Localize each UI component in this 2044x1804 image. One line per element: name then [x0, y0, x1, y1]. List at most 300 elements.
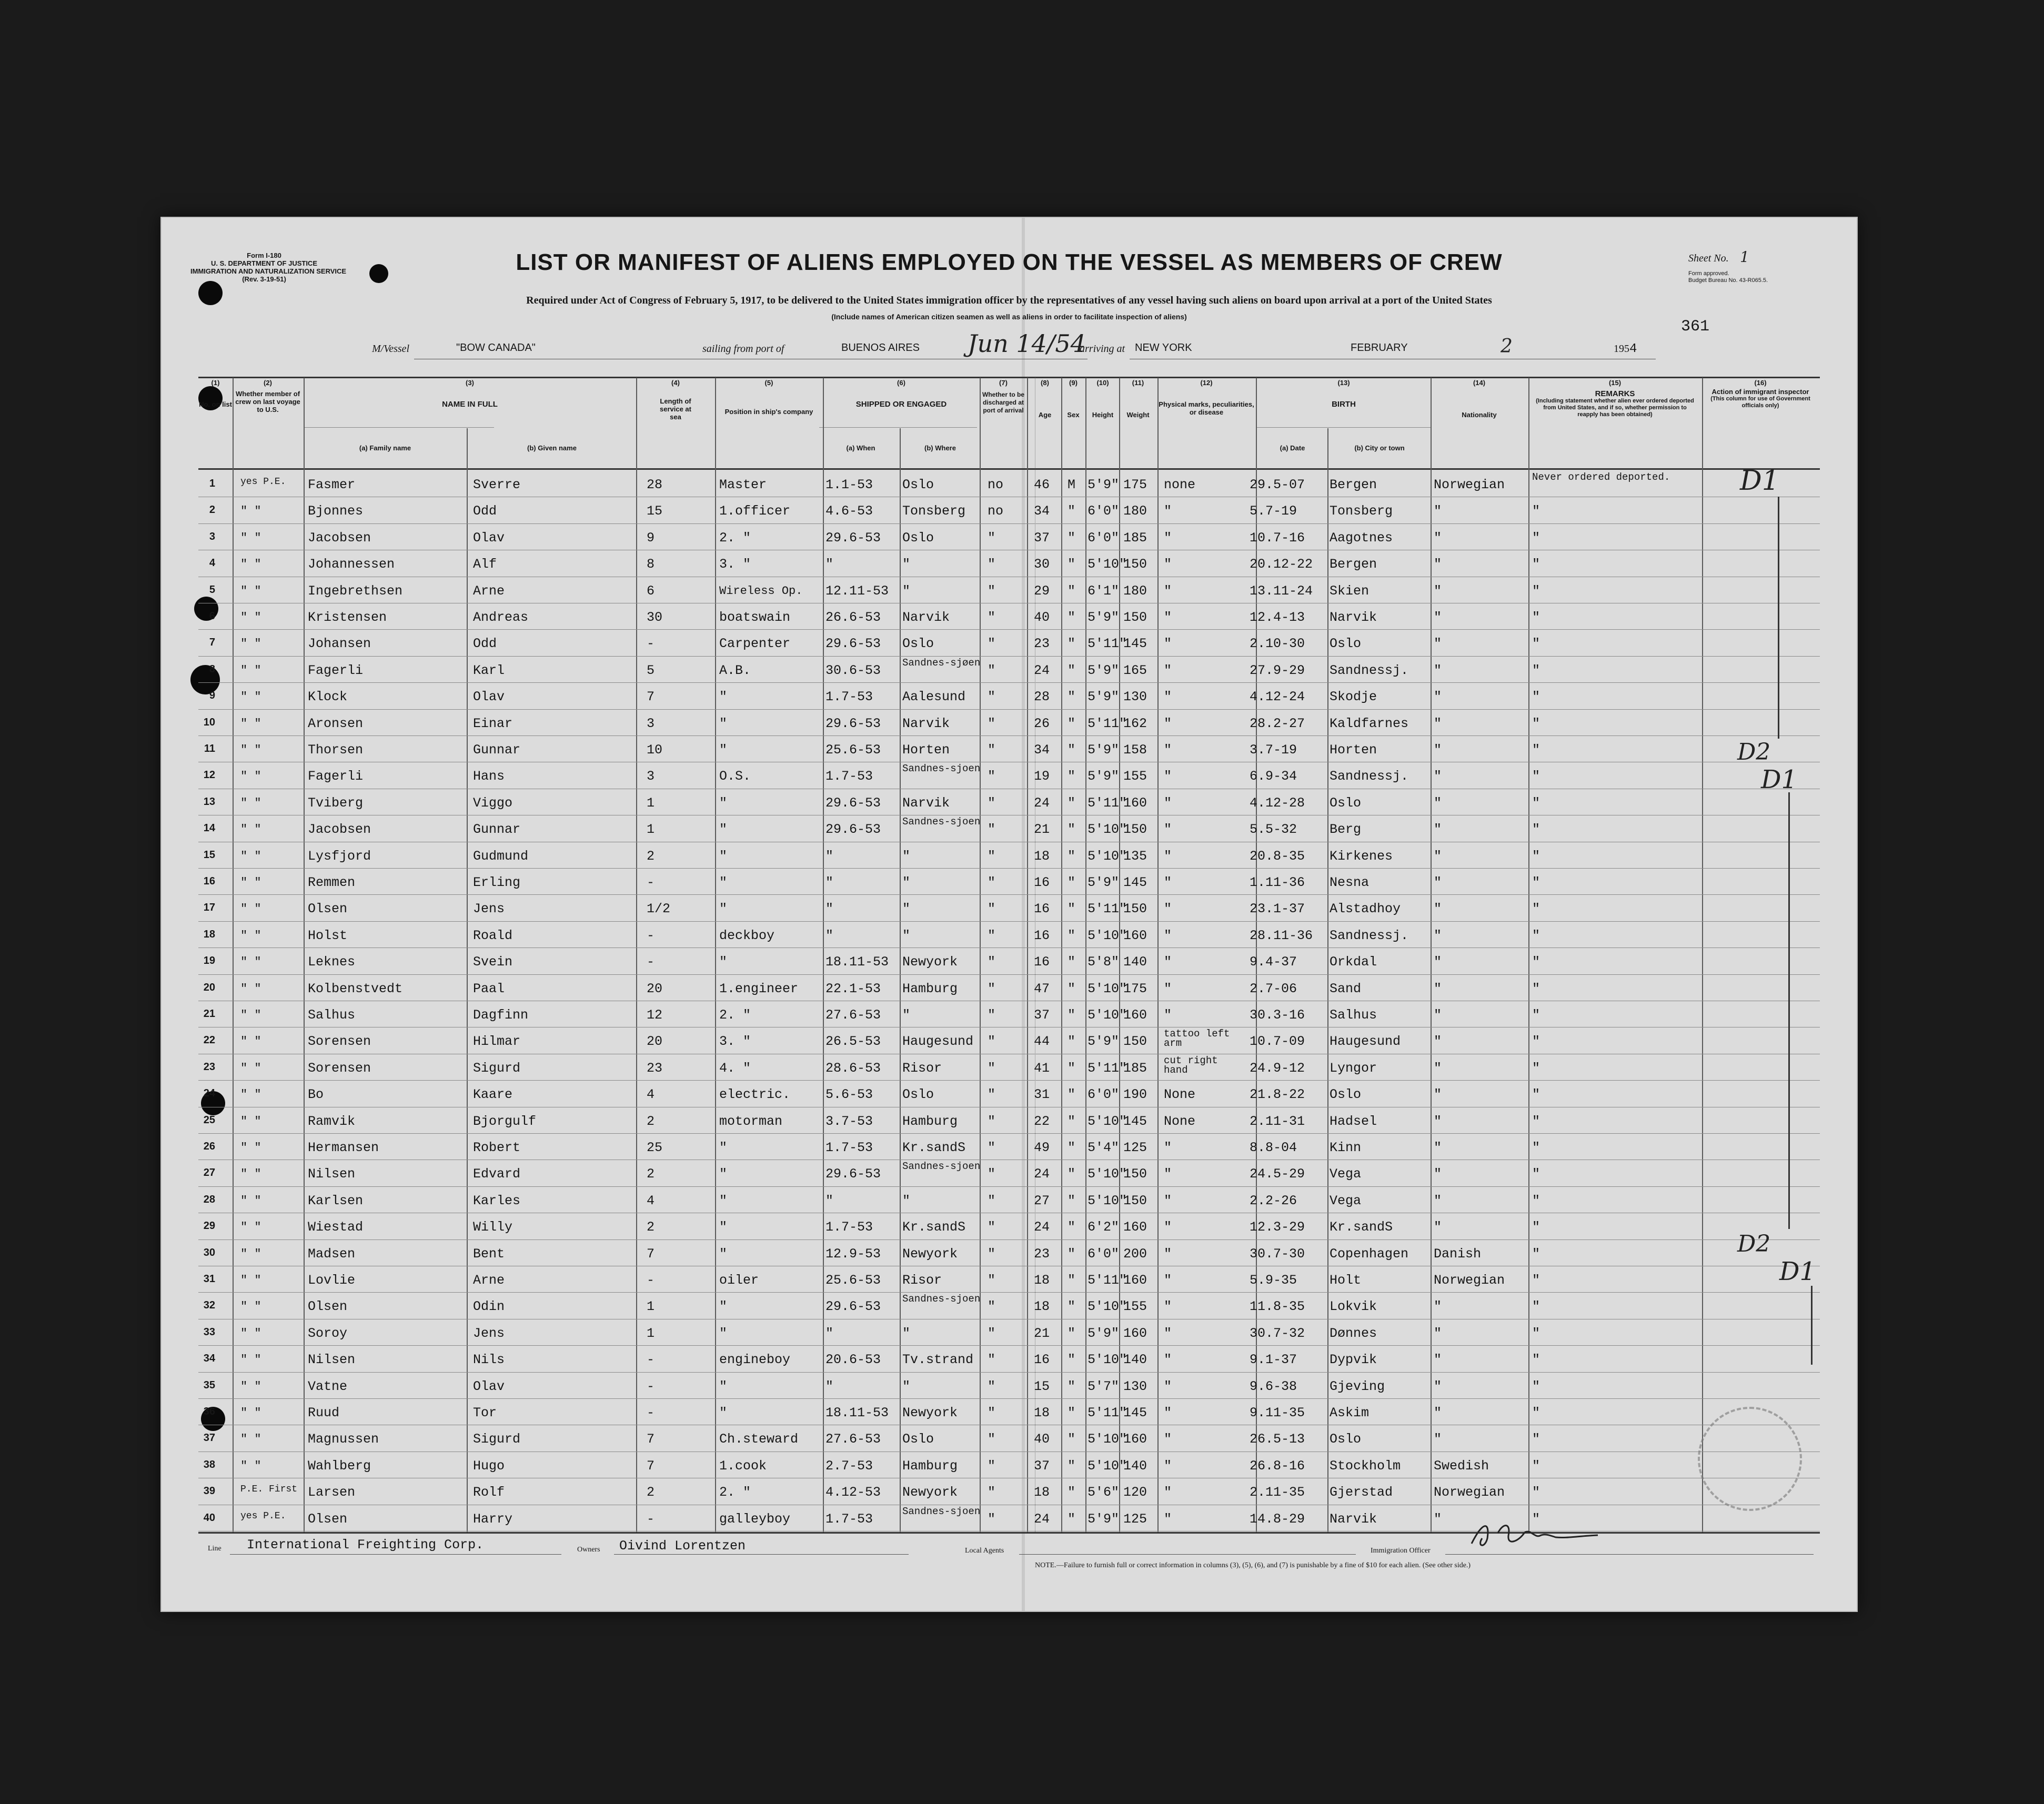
cell-prev: " " [240, 1326, 261, 1340]
cell-service: 7 [647, 1458, 655, 1474]
cell-height: 5'9" [1088, 689, 1120, 705]
cell-bdate: 30.3-16 [1250, 1007, 1305, 1023]
cell-position: 4. " [719, 1060, 751, 1076]
cell-age: 37 [1034, 530, 1050, 546]
cell-given: Erling [473, 875, 521, 890]
cell-weight: 145 [1123, 875, 1147, 890]
line-label: Line [208, 1545, 221, 1553]
cell-where: Risor [902, 1060, 942, 1076]
cell-family: Klock [308, 689, 348, 705]
cell-service: - [647, 636, 655, 652]
cell-service: 5 [647, 662, 655, 678]
cell-when: " [825, 848, 834, 864]
cell-bdate: 4.12-24 [1250, 689, 1305, 705]
cell-weight: 162 [1123, 715, 1147, 731]
cell-marks: " [1164, 981, 1172, 996]
cell-given: Odd [473, 503, 497, 519]
cell-remarks: " [1532, 822, 1540, 838]
cell-bdate: 10.7-09 [1250, 1034, 1305, 1050]
form-approved: Form approved. [1688, 270, 1729, 277]
cell-service: 23 [647, 1060, 663, 1076]
row-number: 6 [209, 610, 215, 622]
cell-family: Fagerli [308, 769, 364, 784]
cell-service: 20 [647, 1034, 663, 1050]
cell-age: 16 [1034, 901, 1050, 917]
cell-discharge: " [988, 1273, 996, 1288]
row-number: 20 [203, 981, 215, 993]
cell-bcity: Haugesund [1330, 1034, 1401, 1050]
cell-where: Sandnes-sjoen [902, 816, 981, 828]
cell-where: Narvik [902, 610, 950, 625]
cell-position: Wireless Op. [719, 584, 803, 598]
cell-weight: 160 [1123, 1325, 1147, 1341]
cell-sex: " [1068, 795, 1076, 811]
cell-height: 5'11" [1088, 901, 1127, 917]
cell-position: " [719, 1378, 728, 1394]
cell-prev: " " [240, 902, 261, 916]
cell-marks: tattoo left arm [1164, 1028, 1230, 1050]
cell-sex: " [1068, 1060, 1076, 1076]
cell-prev: " " [240, 849, 261, 863]
cell-bcity: Skodje [1330, 689, 1377, 705]
cell-given: Olav [473, 530, 505, 546]
cell-nat: " [1434, 1034, 1442, 1050]
row-number: 30 [203, 1246, 215, 1258]
cell-nat: " [1434, 875, 1442, 890]
cell-marks: " [1164, 610, 1172, 625]
cell-nat: " [1434, 1140, 1442, 1155]
cell-service: 1 [647, 795, 655, 811]
cell-family: Madsen [308, 1246, 356, 1262]
row-number: 19 [203, 955, 215, 967]
cell-family: Johansen [308, 636, 371, 652]
inspector-mark: D1 [1740, 465, 1779, 497]
cell-where: " [902, 583, 911, 599]
cell-given: Einar [473, 715, 513, 731]
row-rule [198, 1292, 1820, 1293]
cell-bcity: Lyngor [1330, 1060, 1377, 1076]
cell-remarks: " [1532, 530, 1540, 546]
cell-when: " [825, 557, 834, 572]
column-rule [1157, 378, 1159, 1532]
document-title: LIST OR MANIFEST OF ALIENS EMPLOYED ON THE VESSEL AS MEMBERS OF CREW [516, 249, 1503, 275]
cell-marks: " [1164, 1140, 1172, 1155]
cell-sex: " [1068, 610, 1076, 625]
cell-family: Olsen [308, 1299, 348, 1315]
cell-discharge: " [988, 901, 996, 917]
cell-height: 5'8" [1088, 954, 1120, 970]
cell-given: Gunnar [473, 742, 521, 758]
cell-where: Sandnes-sjoen [902, 1505, 981, 1517]
cell-remarks: " [1532, 1352, 1540, 1368]
row-number: 33 [203, 1326, 215, 1338]
cell-discharge: " [988, 557, 996, 572]
cell-where: Risor [902, 1273, 942, 1288]
cell-family: Lovlie [308, 1273, 356, 1288]
cell-discharge: " [988, 742, 996, 758]
cell-marks: " [1164, 557, 1172, 572]
cell-family: Hermansen [308, 1140, 379, 1155]
cell-prev: " " [240, 955, 261, 969]
header-col-5-num: (5) [764, 379, 773, 387]
cell-nat: " [1434, 636, 1442, 652]
cell-bdate: 20.8-35 [1250, 848, 1305, 864]
cell-nat: " [1434, 610, 1442, 625]
cell-nat: " [1434, 928, 1442, 943]
cell-nat: " [1434, 1325, 1442, 1341]
cell-marks: " [1164, 1511, 1172, 1527]
cell-bdate: 4.12-28 [1250, 795, 1305, 811]
cell-weight: 155 [1123, 1299, 1147, 1315]
row-rule [198, 1372, 1820, 1373]
cell-family: Vatne [308, 1378, 348, 1394]
cell-where: " [902, 1325, 911, 1341]
cell-bcity: Stockholm [1330, 1458, 1401, 1474]
row-number: 9 [209, 690, 215, 702]
cell-height: 6'1" [1088, 583, 1120, 599]
cell-when: 30.6-53 [825, 662, 881, 678]
cell-bcity: Gjeving [1330, 1378, 1385, 1394]
cell-nat: " [1434, 689, 1442, 705]
cell-position: 1.cook [719, 1458, 767, 1474]
service: IMMIGRATION AND NATURALIZATION SERVICE [190, 267, 347, 275]
cell-nat: " [1434, 1007, 1442, 1023]
cell-height: 5'9" [1088, 1511, 1120, 1527]
header-col-16-num: (16) [1754, 379, 1767, 387]
cell-age: 41 [1034, 1060, 1050, 1076]
cell-when: " [825, 1193, 834, 1208]
cell-bcity: Horten [1330, 742, 1377, 758]
cell-nat: " [1434, 557, 1442, 572]
row-number: 7 [209, 637, 215, 649]
cell-height: 5'10" [1088, 1007, 1127, 1023]
row-rule [198, 921, 1820, 922]
cell-age: 24 [1034, 795, 1050, 811]
header-col-11-label: Weight [1126, 411, 1150, 419]
cell-sex: " [1068, 954, 1076, 970]
row-number: 16 [203, 875, 215, 887]
cell-family: Holst [308, 928, 348, 943]
cell-weight: 185 [1123, 530, 1147, 546]
cell-given: Hilmar [473, 1034, 521, 1050]
cell-family: Soroy [308, 1325, 348, 1341]
cell-weight: 125 [1123, 1511, 1147, 1527]
cell-position: " [719, 1220, 728, 1235]
row-rule [198, 523, 1820, 524]
cell-bdate: 26.8-16 [1250, 1458, 1305, 1474]
row-number: 40 [203, 1511, 215, 1524]
cell-discharge: no [988, 503, 1004, 519]
header-col-2-num: (2) [264, 379, 272, 387]
cell-position: galleyboy [719, 1511, 791, 1527]
row-number: 37 [203, 1432, 215, 1444]
header-col-6-num: (6) [897, 379, 905, 387]
cell-sex: " [1068, 1113, 1076, 1129]
cell-bcity: Askim [1330, 1405, 1370, 1420]
cell-position: " [719, 1166, 728, 1182]
cell-bdate: 27.9-29 [1250, 662, 1305, 678]
cell-bcity: Kaldfarnes [1330, 715, 1409, 731]
cell-where: Tv.strand [902, 1352, 974, 1368]
cell-bcity: Dypvik [1330, 1352, 1377, 1368]
cell-bdate: 1.11-36 [1250, 875, 1305, 890]
cell-discharge: " [988, 1458, 996, 1474]
cell-prev: " " [240, 558, 261, 571]
cell-when: 26.6-53 [825, 610, 881, 625]
cell-position: " [719, 715, 728, 731]
cell-nat: " [1434, 1432, 1442, 1447]
header-col-5-label: Position in ship's company [724, 408, 813, 416]
cell-remarks: " [1532, 1220, 1540, 1235]
cell-nat: " [1434, 530, 1442, 546]
cell-service: 4 [647, 1193, 655, 1208]
cell-given: Karles [473, 1193, 521, 1208]
cell-sex: " [1068, 1246, 1076, 1262]
cell-where: Hamburg [902, 1458, 958, 1474]
cell-height: 5'10" [1088, 928, 1127, 943]
cell-bdate: 9.1-37 [1250, 1352, 1297, 1368]
header-col-14-label: Nationality [1462, 411, 1497, 419]
cell-weight: 150 [1123, 610, 1147, 625]
cell-discharge: " [988, 769, 996, 784]
cell-weight: 185 [1123, 1060, 1147, 1076]
cell-bcity: Oslo [1330, 1087, 1362, 1103]
cell-where: " [902, 557, 911, 572]
cell-given: Karl [473, 662, 505, 678]
cell-when: 3.7-53 [825, 1113, 873, 1129]
cell-position: motorman [719, 1113, 783, 1129]
cell-position: 1.engineer [719, 981, 799, 996]
header-col-11-num: (11) [1132, 379, 1144, 387]
cell-position: " [719, 822, 728, 838]
cell-family: Olsen [308, 1511, 348, 1527]
cell-sex: " [1068, 1378, 1076, 1394]
cell-where: " [902, 901, 911, 917]
cell-age: 31 [1034, 1087, 1050, 1103]
cell-when: 1.7-53 [825, 769, 873, 784]
row-number: 32 [203, 1299, 215, 1312]
row-rule [198, 682, 1820, 683]
cell-family: Wiestad [308, 1220, 364, 1235]
cell-position: Ch.steward [719, 1432, 799, 1447]
cell-height: 5'11" [1088, 715, 1127, 731]
cell-prev: " " [240, 505, 261, 518]
cell-weight: 158 [1123, 742, 1147, 758]
column-rule [715, 378, 716, 1532]
cell-nat: " [1434, 1166, 1442, 1182]
cell-remarks: " [1532, 1458, 1540, 1474]
cell-sex: " [1068, 1087, 1076, 1103]
cell-family: Jacobsen [308, 822, 371, 838]
cell-bcity: Narvik [1330, 1511, 1377, 1527]
cell-nat: " [1434, 662, 1442, 678]
cell-weight: 160 [1123, 1220, 1147, 1235]
cell-position: " [719, 1193, 728, 1208]
cell-height: 5'10" [1088, 1166, 1127, 1182]
cell-family: Sorensen [308, 1060, 371, 1076]
cell-height: 5'10" [1088, 848, 1127, 864]
cell-discharge: " [988, 1166, 996, 1182]
row-rule [198, 974, 1820, 975]
cell-marks: " [1164, 901, 1172, 917]
cell-marks: " [1164, 1458, 1172, 1474]
column-rule [233, 378, 234, 1532]
cell-weight: 200 [1123, 1246, 1147, 1262]
cell-bcity: Tonsberg [1330, 503, 1393, 519]
cell-bdate: 5.9-35 [1250, 1273, 1297, 1288]
row-rule [198, 656, 1820, 657]
cell-nat: " [1434, 742, 1442, 758]
row-rule [198, 1398, 1820, 1399]
cell-bcity: Kirkenes [1330, 848, 1393, 864]
cell-remarks: " [1532, 1034, 1540, 1050]
cell-family: Ruud [308, 1405, 340, 1420]
cell-marks: " [1164, 848, 1172, 864]
cell-weight: 175 [1123, 981, 1147, 996]
cell-prev: " " [240, 1061, 261, 1075]
cell-position: " [719, 795, 728, 811]
cell-height: 5'10" [1088, 1193, 1127, 1208]
cell-when: 29.6-53 [825, 1166, 881, 1182]
row-number: 29 [203, 1220, 215, 1232]
cell-service: - [647, 1405, 655, 1420]
cell-bcity: Nesna [1330, 875, 1370, 890]
cell-remarks: " [1532, 769, 1540, 784]
cell-sex: " [1068, 981, 1076, 996]
cell-height: 6'0" [1088, 1246, 1120, 1262]
cell-nat: " [1434, 1405, 1442, 1420]
cell-sex: " [1068, 848, 1076, 864]
cell-marks: " [1164, 1405, 1172, 1420]
cell-family: Nilsen [308, 1166, 356, 1182]
cell-service: 3 [647, 769, 655, 784]
cell-where: Oslo [902, 477, 934, 492]
cell-marks: " [1164, 1246, 1172, 1262]
cell-bcity: Copenhagen [1330, 1246, 1409, 1262]
header-col-15-num: (15) [1608, 379, 1622, 387]
cell-remarks: " [1532, 928, 1540, 943]
cell-bdate: 12.3-29 [1250, 1220, 1305, 1235]
cell-bdate: 23.1-37 [1250, 901, 1305, 917]
inspector-bracket [1788, 792, 1790, 1229]
inspector-mark: D1 [1779, 1257, 1816, 1286]
cell-nat: " [1434, 503, 1442, 519]
cell-family: Lysfjord [308, 848, 371, 864]
cell-family: Jacobsen [308, 530, 371, 546]
cell-given: Olav [473, 1378, 505, 1394]
row-number: 22 [203, 1034, 215, 1046]
cell-service: 4 [647, 1087, 655, 1103]
cell-discharge: " [988, 662, 996, 678]
row-rule [198, 1080, 1820, 1081]
cell-bcity: Sandnessj. [1330, 769, 1409, 784]
cell-when: 29.6-53 [825, 1299, 881, 1315]
cell-weight: 130 [1123, 1378, 1147, 1394]
cell-given: Viggo [473, 795, 513, 811]
cell-age: 37 [1034, 1007, 1050, 1023]
cell-age: 47 [1034, 981, 1050, 996]
cell-service: - [647, 1273, 655, 1288]
cell-bcity: Skien [1330, 583, 1370, 599]
cell-bdate: 5.7-19 [1250, 503, 1297, 519]
cell-sex: " [1068, 875, 1076, 890]
header-col-3-num: (3) [466, 379, 474, 387]
cell-prev: " " [240, 1167, 261, 1181]
cell-age: 18 [1034, 1273, 1050, 1288]
header-col-14 [1431, 379, 1528, 419]
cell-remarks: " [1532, 848, 1540, 864]
header-col-11 [1120, 379, 1156, 419]
cell-bdate: 13.11-24 [1250, 583, 1313, 599]
cell-given: Svein [473, 954, 513, 970]
cell-given: Edvard [473, 1166, 521, 1182]
cell-discharge: " [988, 1140, 996, 1155]
cell-remarks: " [1532, 1485, 1540, 1500]
cell-position: electric. [719, 1087, 791, 1103]
cell-bcity: Berg [1330, 822, 1362, 838]
row-number: 36 [203, 1406, 215, 1417]
cell-prev: " " [240, 717, 261, 730]
cell-family: Ramvik [308, 1113, 356, 1129]
cell-sex: " [1068, 822, 1076, 838]
cell-nat: " [1434, 981, 1442, 996]
cell-age: 16 [1034, 1352, 1050, 1368]
cell-sex: " [1068, 1485, 1076, 1500]
cell-position: " [719, 742, 728, 758]
cell-when: 1.7-53 [825, 689, 873, 705]
cell-bcity: Dønnes [1330, 1325, 1377, 1341]
cell-marks: " [1164, 954, 1172, 970]
cell-age: 24 [1034, 1511, 1050, 1527]
cell-bcity: Oslo [1330, 795, 1362, 811]
cell-discharge: " [988, 848, 996, 864]
cell-age: 44 [1034, 1034, 1050, 1050]
header-col-1 [198, 379, 233, 408]
column-rule [304, 378, 305, 1532]
cell-age: 46 [1034, 477, 1050, 492]
cell-position: oiler [719, 1273, 759, 1288]
cell-discharge: " [988, 1432, 996, 1447]
cell-discharge: " [988, 583, 996, 599]
cell-sex: " [1068, 1166, 1076, 1182]
cell-family: Fasmer [308, 477, 356, 492]
cell-family: Nilsen [308, 1352, 356, 1368]
cell-weight: 160 [1123, 795, 1147, 811]
cell-prev: yes P.E. [240, 1510, 286, 1521]
cell-sex: " [1068, 742, 1076, 758]
cell-height: 5'10" [1088, 981, 1127, 996]
column-rule [1702, 378, 1703, 1532]
cell-height: 5'7" [1088, 1378, 1120, 1394]
cell-sex: " [1068, 1299, 1076, 1315]
cell-marks: " [1164, 1273, 1172, 1288]
cell-position: " [719, 1140, 728, 1155]
cell-prev: yes P.E. [240, 477, 286, 487]
header-col-7 [980, 379, 1027, 415]
cell-age: 16 [1034, 954, 1050, 970]
cell-age: 34 [1034, 503, 1050, 519]
header-col-9 [1062, 379, 1084, 419]
cell-position: " [719, 848, 728, 864]
cell-height: 5'10" [1088, 1432, 1127, 1447]
budget-number: Budget Bureau No. 43-R065.5. [1688, 277, 1768, 284]
cell-nat: Danish [1434, 1246, 1482, 1262]
cell-where: Aalesund [902, 689, 966, 705]
arriving-port: NEW YORK [1135, 342, 1192, 354]
cell-prev: " " [240, 1247, 261, 1261]
cell-bdate: 9.6-38 [1250, 1378, 1297, 1394]
cell-where: Tonsberg [902, 503, 966, 519]
